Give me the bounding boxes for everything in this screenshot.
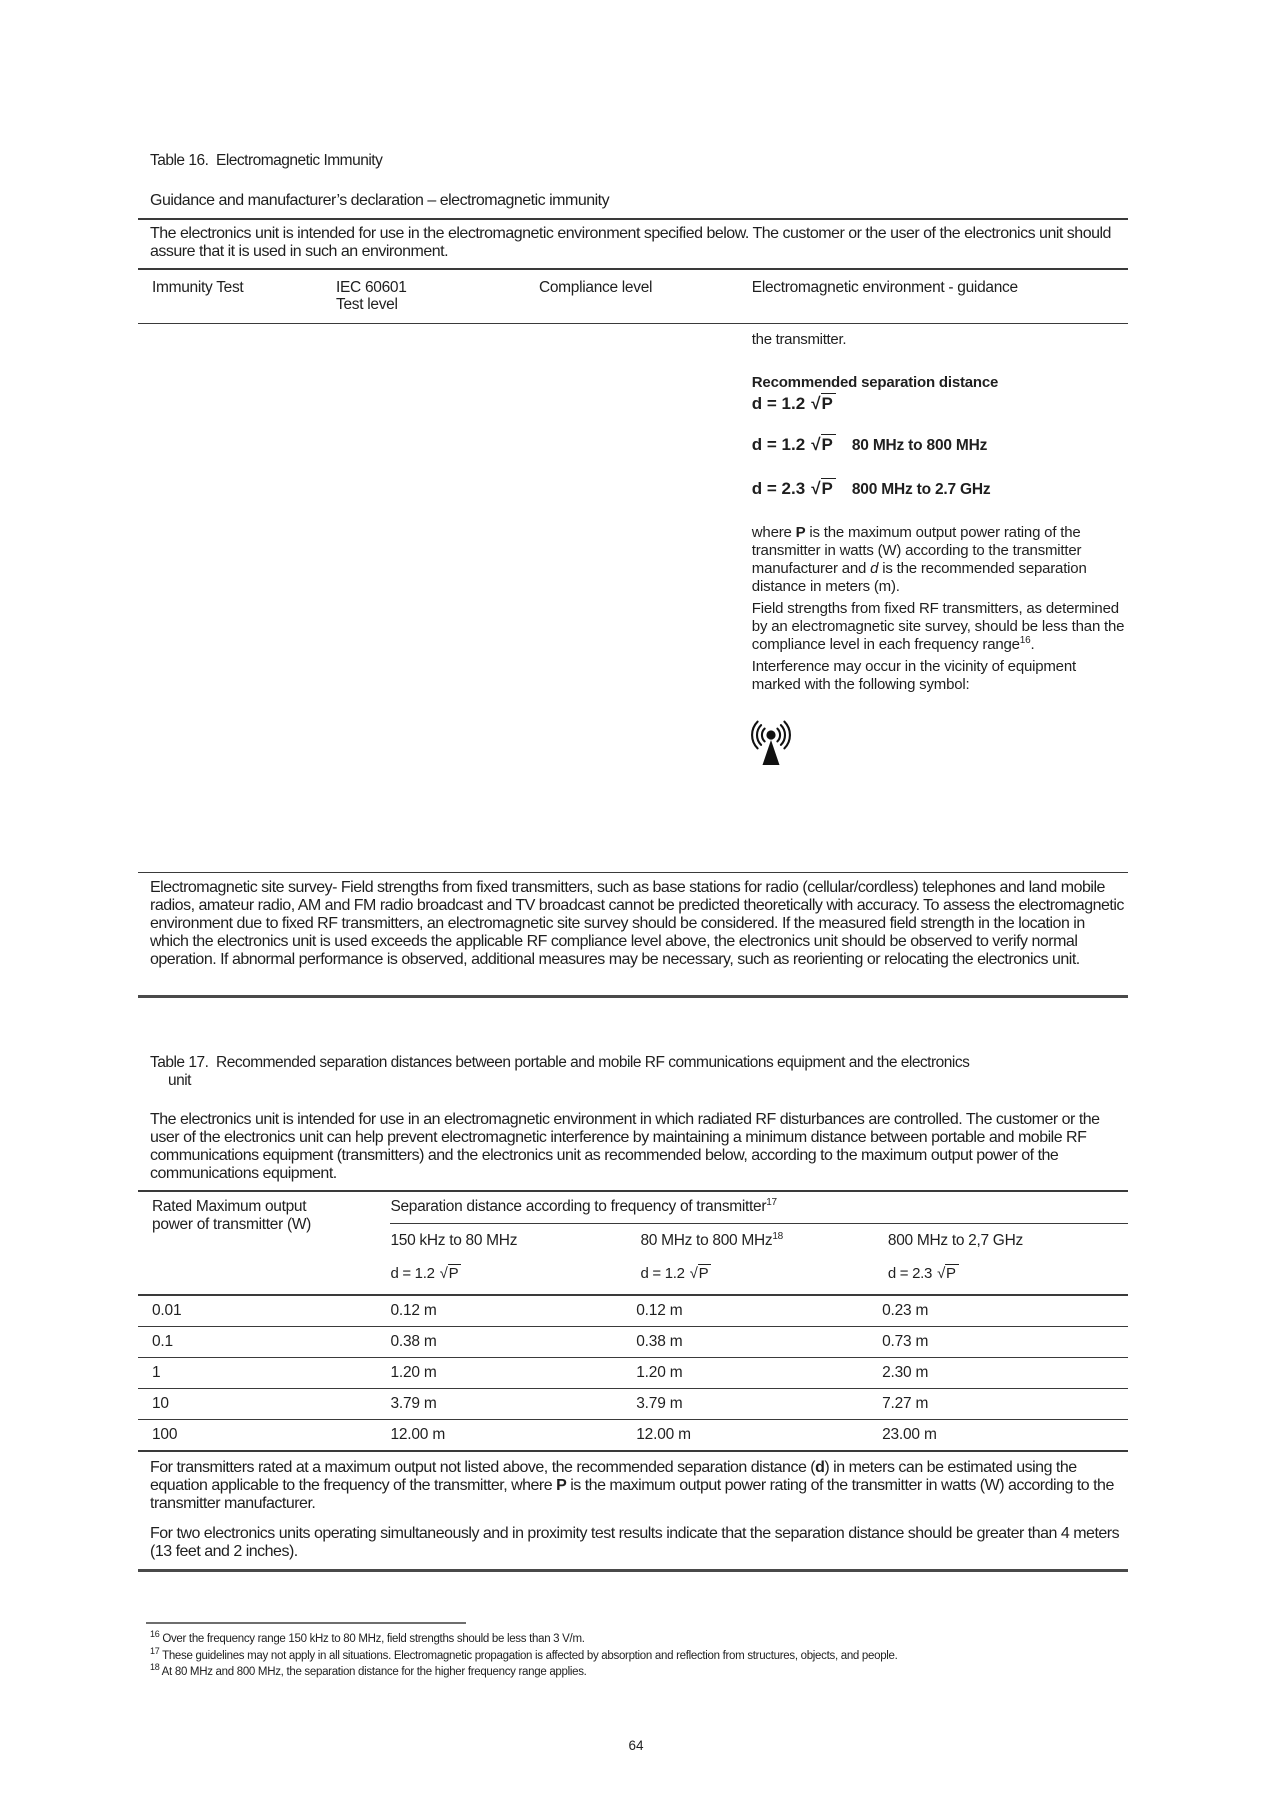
- text-run: is the maximum output power rating of the transmitter in watts (W) according to the transmitter manufacturer and: [751, 524, 1082, 577]
- text-run: 800 MHz to 2,7 GHz: [887, 1232, 1023, 1249]
- table17-separation-header-group: [390, 1198, 1128, 1294]
- distance-cell: 0.73 m: [882, 1333, 929, 1350]
- table-row: [138, 1389, 1128, 1419]
- table17-footer-note-2: For two electronics units operating simultaneously and in proximity test results indicate that the separation distance should be greater than 4 meters (13 feet and 2 inches).: [150, 1525, 1120, 1560]
- text-run: Separation distance according to frequency of transmitter: [390, 1198, 767, 1215]
- table16-col-iec-60601: [336, 279, 539, 313]
- sqrt-sign: √: [811, 435, 821, 454]
- non-ionizing-radiation-icon: [744, 718, 800, 775]
- formula-frequency-range: 800 MHz to 2.7 GHz: [851, 481, 991, 498]
- recommended-separation-heading: Recommended separation distance: [751, 374, 999, 391]
- table17-col-rated-power: [138, 1198, 390, 1294]
- table16-title: Guidance and manufacturer’s declaration – electromagnetic immunity: [150, 192, 610, 209]
- p-symbol: P: [795, 524, 806, 541]
- footnote-number: 17: [150, 1645, 160, 1656]
- text-run: For transmitters rated at a maximum output not listed above, the recommended separation distance (: [150, 1459, 816, 1476]
- d-symbol: d: [870, 560, 879, 577]
- p-symbol: P: [556, 1477, 567, 1494]
- distance-cell: 2.30 m: [882, 1364, 929, 1381]
- table-row: [138, 1296, 1128, 1326]
- table16-body-row: [138, 324, 1128, 872]
- formula-lhs: d = 1.2: [640, 1265, 685, 1282]
- table-row: [138, 1358, 1128, 1388]
- freq-col-150khz-80mhz: [390, 1232, 640, 1250]
- formula-lhs: d = 1.2: [751, 394, 806, 413]
- table16-header-row: [138, 270, 1128, 323]
- text-run: 80 MHz to 800 MHz: [640, 1232, 773, 1249]
- text-run: ) in meters can be estimated using the equation applicable to the frequency of the transmitter, where: [150, 1459, 1077, 1494]
- distance-cell: 0.12 m: [390, 1302, 437, 1319]
- sqrt-radicand: P: [821, 434, 836, 454]
- distance-cell: 7.27 m: [882, 1395, 929, 1412]
- table16-col-compliance-level: Compliance level: [538, 279, 653, 296]
- footnote-18: [150, 1664, 1128, 1681]
- distance-cell: 1.20 m: [636, 1364, 683, 1381]
- footnotes-section: [138, 1622, 1128, 1681]
- page-number: 64: [628, 1738, 644, 1753]
- sqrt-sign: √: [811, 479, 821, 498]
- table16-caption: Table 16. Electromagnetic Immunity: [150, 152, 383, 169]
- table17-caption-line2: unit: [168, 1072, 191, 1089]
- sqrt-radicand: P: [698, 1264, 712, 1282]
- distance-cell: 3.79 m: [636, 1395, 683, 1412]
- separation-formula-1: [752, 395, 1128, 413]
- formula-lhs: d = 1.2: [751, 435, 806, 454]
- distance-cell: 0.38 m: [390, 1333, 437, 1350]
- power-cell: 100: [152, 1426, 178, 1443]
- sqrt-sign: √: [439, 1265, 448, 1282]
- sqrt-sign: √: [689, 1265, 698, 1282]
- transmitter-continuation-text: the transmitter.: [751, 331, 847, 348]
- table-row: [138, 1327, 1128, 1357]
- frequency-header-row: [390, 1224, 1128, 1250]
- footnote-separator: [146, 1622, 466, 1624]
- footnote-text: Over the frequency range 150 kHz to 80 MHz, field strengths should be less than 3 V/m.: [159, 1633, 585, 1645]
- footnote-text: These guidelines may not apply in all situations. Electromagnetic propagation is affected by absorption and reflection from structures, objects, and people.: [159, 1649, 898, 1662]
- iec-60601-line2: Test level: [336, 296, 398, 313]
- formula-lhs: d = 2.3: [751, 479, 806, 498]
- footnote-ref-16: 16: [1019, 635, 1031, 646]
- table17-footer-note-1: [138, 1452, 1128, 1513]
- footnote-17: [150, 1645, 1128, 1665]
- sqrt-radicand: P: [448, 1264, 462, 1282]
- sqrt-radicand: P: [945, 1264, 959, 1282]
- table16-bottom-rule: [138, 995, 1128, 998]
- sqrt-radicand: P: [821, 393, 836, 413]
- field-strengths-paragraph: [752, 600, 1128, 654]
- guidance-column: [752, 331, 1128, 775]
- power-cell: 10: [152, 1395, 169, 1412]
- formula-header-row: [390, 1265, 1128, 1294]
- power-cell: 0.1: [152, 1333, 173, 1350]
- formula-150khz-80mhz: [390, 1265, 640, 1283]
- text-run: .: [1030, 636, 1035, 653]
- formula-lhs: d = 2.3: [887, 1265, 933, 1282]
- table16-col-immunity-test: Immunity Test: [152, 279, 244, 296]
- footnote-ref-18: 18: [772, 1230, 783, 1242]
- distance-cell: 0.38 m: [636, 1333, 683, 1350]
- text-run: Field strengths from fixed RF transmitters, as determined by an electromagnetic site survey, should be less than the compliance level in each frequency range: [751, 600, 1125, 653]
- text-run: 150 kHz to 80 MHz: [390, 1232, 518, 1249]
- interference-paragraph: Interference may occur in the vicinity of equipment marked with the following symbol:: [751, 658, 1076, 693]
- separation-distance-title: [390, 1198, 1128, 1223]
- distance-cell: 0.12 m: [636, 1302, 683, 1319]
- text-run: is the recommended separation distance in meters (m).: [751, 560, 1087, 595]
- power-cell: 1: [152, 1364, 161, 1381]
- footnote-ref-17: 17: [766, 1196, 777, 1208]
- formula-80mhz-800mhz: [640, 1265, 887, 1283]
- freq-col-80mhz-800mhz: [640, 1232, 887, 1250]
- footnote-16: [150, 1631, 1128, 1648]
- distance-cell: 23.00 m: [882, 1426, 937, 1443]
- rated-power-line1: Rated Maximum output: [152, 1198, 307, 1215]
- power-cell: 0.01: [152, 1302, 182, 1319]
- where-p-paragraph: [752, 524, 1128, 596]
- table16-intro: The electronics unit is intended for use in the electromagnetic environment specified below. The customer or the user of the electronics unit should assure that it is used in such an environment.: [150, 225, 1111, 260]
- sqrt-sign: √: [937, 1265, 946, 1282]
- distance-cell: 3.79 m: [390, 1395, 437, 1412]
- sqrt-sign: √: [811, 394, 821, 413]
- table17-caption-line1: Table 17. Recommended separation distances between portable and mobile RF communications equipment and the electronics: [150, 1054, 970, 1071]
- footnote-text: At 80 MHz and 800 MHz, the separation distance for the higher frequency range applies.: [159, 1666, 587, 1678]
- table16-col-environment-guidance: Electromagnetic environment - guidance: [751, 279, 1018, 296]
- freq-col-800mhz-2.7ghz: [888, 1232, 1128, 1250]
- table17-header: [138, 1192, 1128, 1294]
- rated-power-line2: power of transmitter (W): [152, 1216, 312, 1233]
- table17-bottom-rule: [138, 1569, 1128, 1572]
- formula-800mhz-2.7ghz: [888, 1265, 1128, 1283]
- separation-formula-3: [752, 480, 1128, 499]
- formula-lhs: d = 1.2: [390, 1265, 435, 1282]
- d-symbol: d: [815, 1459, 825, 1476]
- distance-cell: 12.00 m: [390, 1426, 446, 1443]
- site-survey-note: Electromagnetic site survey- Field strengths from fixed transmitters, such as base stations for radio (cellular/cordless) telephones and land mobile radios, amateur radio, AM and FM radio broadcast and TV broadcast cannot be predicted theoretically with accuracy. To assess the electromagnetic environment due to fixed RF transmitters, an electromagnetic site survey should be considered. If the measured field strength in the location in which the electronics unit is used exceeds the applicable RF compliance level above, the electronics unit should be observed to verify normal operation. If abnormal performance is observed, additional measures may be necessary, such as reorienting or relocating the electronics unit.: [150, 879, 1124, 968]
- table-row: [138, 1420, 1128, 1450]
- distance-cell: 12.00 m: [636, 1426, 691, 1443]
- footnote-number: 18: [150, 1662, 160, 1673]
- iec-60601-line1: IEC 60601: [336, 279, 407, 296]
- text-run: where: [751, 524, 796, 541]
- sqrt-radicand: P: [821, 478, 836, 498]
- distance-cell: 1.20 m: [390, 1364, 437, 1381]
- table17-intro: The electronics unit is intended for use in an electromagnetic environment in which radiated RF disturbances are controlled. The customer or the user of the electronics unit can help prevent electromagnetic interference by maintaining a minimum distance between portable and mobile RF communications equipment (transmitters) and the electronics unit as recommended below, according to the maximum output power of the communications equipment.: [150, 1111, 1100, 1182]
- text-run: is the maximum output power rating of the transmitter in watts (W) according to the transmitter manufacturer.: [150, 1477, 1114, 1512]
- formula-frequency-range: 80 MHz to 800 MHz: [851, 437, 988, 454]
- separation-formula-2: [752, 436, 1128, 455]
- footnote-number: 16: [150, 1629, 160, 1640]
- distance-cell: 0.23 m: [882, 1302, 929, 1319]
